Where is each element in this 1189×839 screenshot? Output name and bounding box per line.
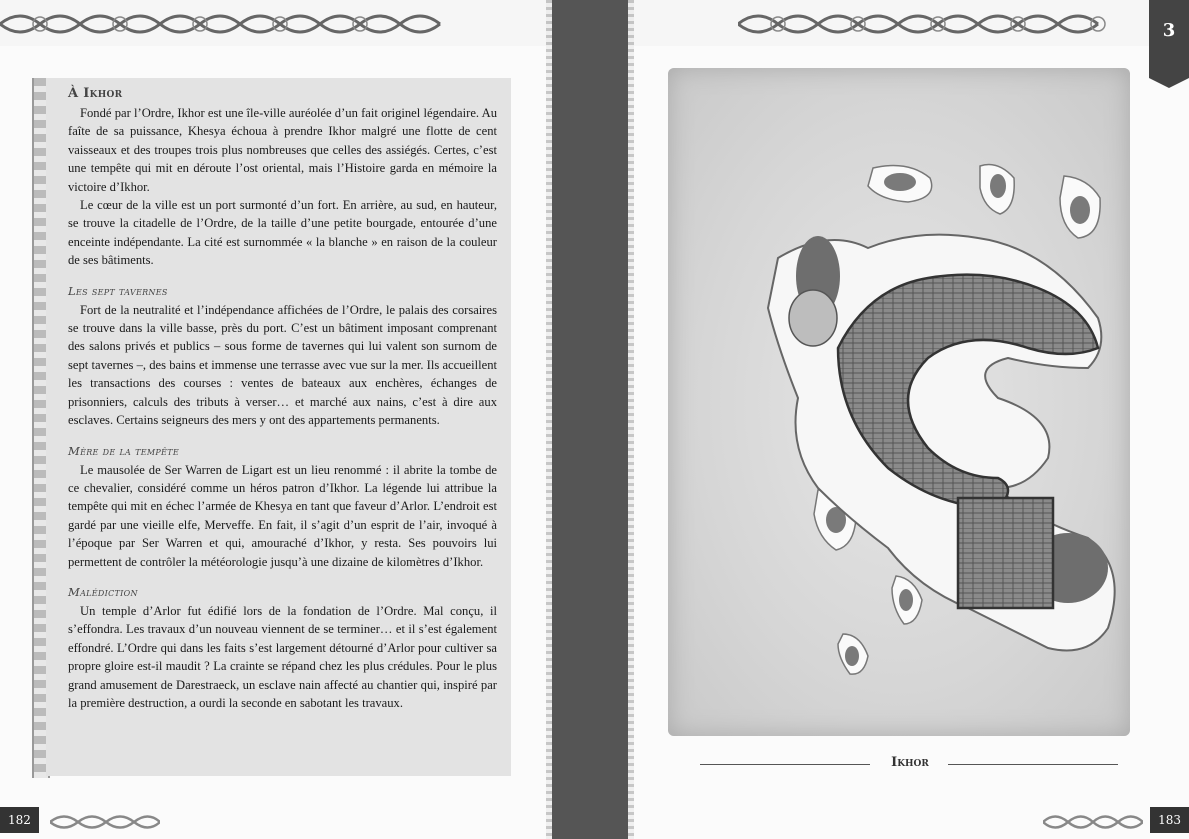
right-page <box>628 0 1189 839</box>
section-mere-tempete <box>68 444 497 571</box>
chapter-tab <box>1149 0 1189 78</box>
section-title: Mère de la tempête <box>68 443 179 458</box>
paragraph: Fort de la neutralité et l’indépendance affichées de l’Ordre, le palais des corsaires se trouve dans la ville basse, près du port. C’est un bâtiment imposant comprenant des salons privés et publics – sous forme de tavernes qui lui valent son surnom de sept tavernes –, des bains et immense une terrasse avec vue sur la mer. Ils accueillent les transactions des courses : ventes de bateaux aux enchères, échanges de prisonniers, calculs des tributs à verser… et marché aux nains, c’est à dire aux esclaves. Certains seigneurs des mers y ont des appartements permanents. <box>68 302 497 428</box>
section-malediction <box>68 585 497 712</box>
left-page <box>0 0 552 839</box>
caption-rule <box>948 764 1118 765</box>
bottom-knotwork <box>1043 811 1143 833</box>
chapter-number: 3 <box>1162 20 1176 41</box>
bottom-knotwork <box>50 811 160 833</box>
page-edge <box>628 0 634 839</box>
section-sept-tavernes <box>68 284 497 430</box>
paragraph: Le cœur de la ville est un port surmonté d’un fort. En arrière, au sud, en hauteur, se trouve la citadelle de l’Ordre, de la taille d’une petite bourgade, entourée d’une enceinte indépendante. La cité est surnommée « la blanche » en raison de la couleur de ses bâtiments. <box>68 198 497 268</box>
knotwork-ornament <box>738 6 1189 42</box>
caption-rule <box>700 764 870 765</box>
page-edge <box>546 0 552 839</box>
top-ornament-band <box>628 0 1189 46</box>
top-ornament-band <box>0 0 552 46</box>
section-title: Malédiction <box>68 584 138 599</box>
page-number: 183 <box>1150 807 1189 833</box>
map-caption: Ikhor <box>891 755 929 770</box>
ikhor-map-illustration <box>668 68 1130 736</box>
section-title: Les sept tavernes <box>68 283 168 298</box>
section-title: À Ikhor <box>68 86 123 101</box>
ikhor-map <box>668 68 1130 736</box>
section-a-ikhor <box>68 86 497 270</box>
paragraph: Le mausolée de Ser Warren de Ligart est un lieu renommé : il abrite la tombe de ce chevalier, considéré comme un héros patron d’Ikhor. La légende lui attribue la tempête qui mit en échec l’armée de Khesya en tant que faveur d’Arlor. L’endroit est gardé par une vieille elfe, Merveffe. En fait, il s’agit d’un esprit de l’air, invoqué à l’époque par Ser Warren et qui, amouraché d’Ikhor, y resta. Ses pouvoirs lui permettent de contrôler la météorologie jusqu’à une dizaine de kilomètres d’Ikhor. <box>68 462 497 569</box>
text-panel <box>46 78 511 776</box>
knotwork-ornament <box>0 6 552 42</box>
page-number: 182 <box>0 807 39 833</box>
paragraph: Un temple d’Arlor fut édifié lors de la fondation de l’Ordre. Mal conçu, il s’effondra. Les travaux d’un nouveau viennent de se terminer… et il s’est également effondré. L’Ordre qui dans les faits s’est largement détourné d’Arlor pour cultiver sa propre gloire est-il maudit ? La crainte se répand chez les plus crédules. Pour le plus grand amusement de Darestraeck, un esclave nain affecté au chantier qui, inspiré par la première destruction, a ourdi la seconde en sabotant les travaux. <box>68 603 497 710</box>
paragraph: Fondé par l’Ordre, Ikhor est une île-ville auréolée d’un fait originel légendaire. Au faîte de sa puissance, Khesya échoua à prendre Ikhor malgré une flotte de cent vaisseaux et des troupes trois plus nombreuses que celles des assiégés. Certes, c’est une tempête qui mit en déroute l’ost oriental, mais l’Histoire garda en mémoire la victoire d’Ikhor. <box>68 106 497 194</box>
